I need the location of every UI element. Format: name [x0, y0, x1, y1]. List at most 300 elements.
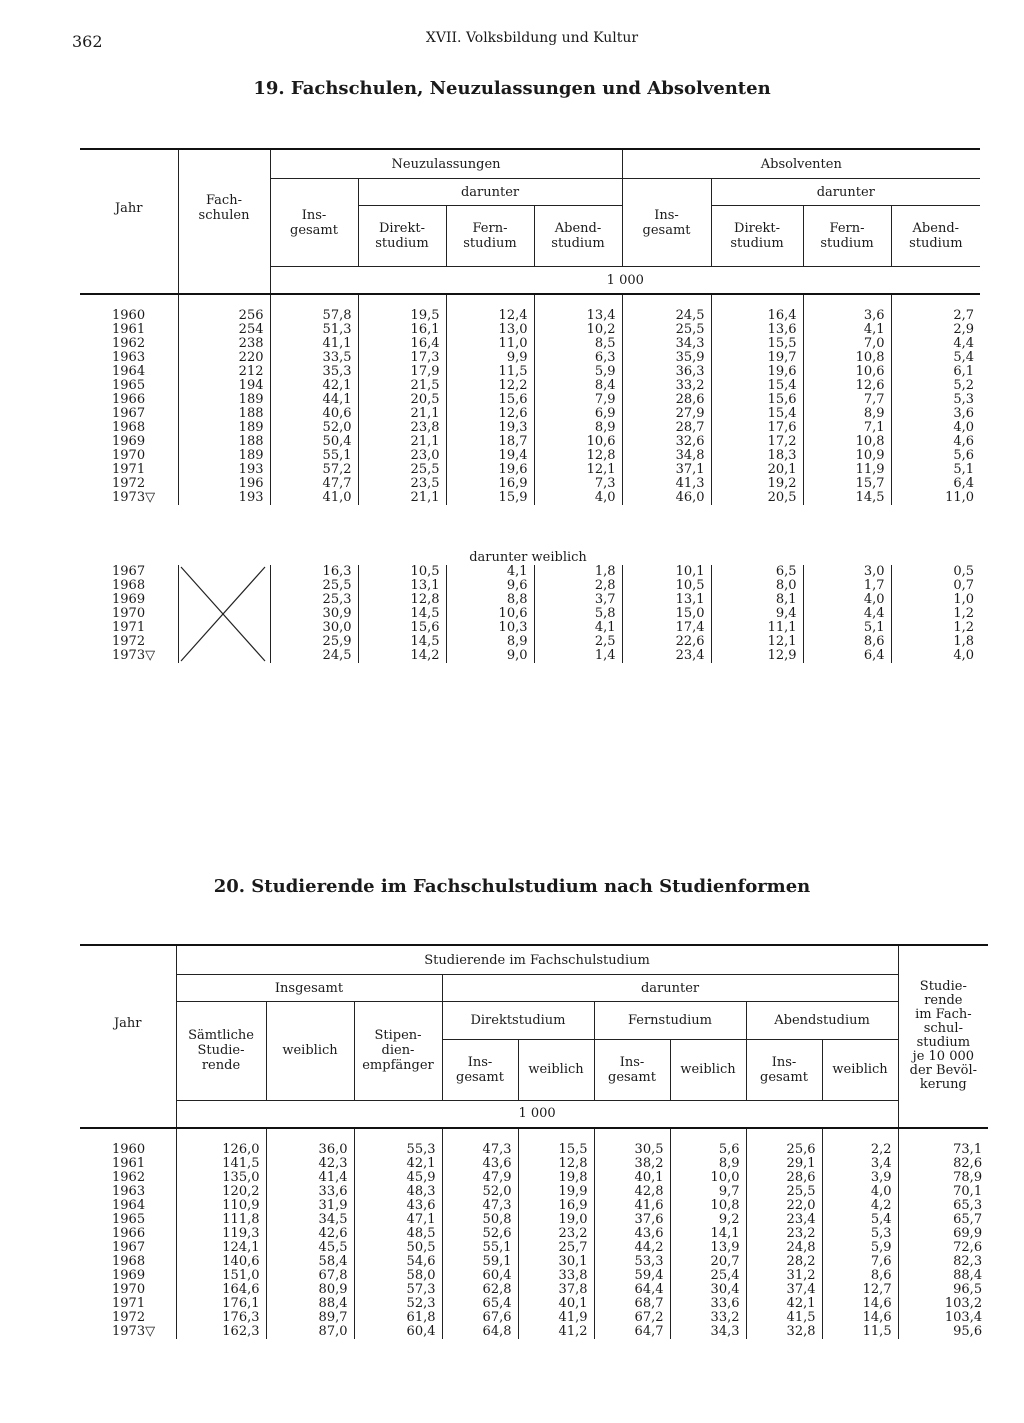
- value-cell: 65,4: [442, 1297, 518, 1311]
- value-cell: 189: [178, 449, 270, 463]
- value-cell: 188: [178, 435, 270, 449]
- table-row: [80, 1199, 988, 1213]
- year-cell: 1962: [112, 336, 146, 351]
- value-cell: 31,2: [746, 1269, 822, 1283]
- table-row: [80, 309, 980, 323]
- group-neuzulassungen: Neuzulassungen: [270, 149, 622, 179]
- value-cell: 19,6: [446, 463, 534, 477]
- value-cell: 4,6: [891, 435, 980, 449]
- value-cell: 15,5: [711, 337, 803, 351]
- value-cell: 50,4: [270, 435, 358, 449]
- value-cell: 78,9: [898, 1171, 988, 1185]
- value-cell: 5,3: [891, 393, 980, 407]
- value-cell: 34,5: [266, 1213, 354, 1227]
- value-cell: 10,3: [446, 621, 534, 635]
- value-cell: 254: [178, 323, 270, 337]
- table-row: [80, 1297, 988, 1311]
- value-cell: 16,9: [446, 477, 534, 491]
- value-cell: 21,1: [358, 407, 446, 421]
- running-head: XVII. Volksbildung und Kultur: [425, 30, 639, 46]
- table-row: [80, 491, 980, 505]
- value-cell: 14,1: [670, 1227, 746, 1241]
- value-cell: 10,8: [803, 435, 891, 449]
- value-cell: 13,9: [670, 1241, 746, 1255]
- value-cell: 6,1: [891, 365, 980, 379]
- value-cell: 25,9: [270, 635, 358, 649]
- col-nz-abend: Abend- studium: [534, 206, 622, 267]
- col-nz-direkt: Direkt- studium: [358, 206, 446, 267]
- value-cell: 28,6: [746, 1171, 822, 1185]
- value-cell: 67,8: [266, 1269, 354, 1283]
- value-cell: 12,1: [534, 463, 622, 477]
- value-cell: 1,2: [891, 607, 980, 621]
- value-cell: 59,4: [594, 1269, 670, 1283]
- value-cell: 5,2: [891, 379, 980, 393]
- value-cell: 1,7: [803, 579, 891, 593]
- col-abend-insgesamt: Ins- gesamt: [746, 1039, 822, 1100]
- table-row: [80, 323, 980, 337]
- value-cell: 12,8: [534, 449, 622, 463]
- value-cell: 17,6: [711, 421, 803, 435]
- value-cell: 12,6: [446, 407, 534, 421]
- value-cell: 21,1: [358, 491, 446, 505]
- value-cell: 52,0: [442, 1185, 518, 1199]
- value-cell: 5,4: [822, 1213, 898, 1227]
- value-cell: 3,9: [822, 1171, 898, 1185]
- value-cell: 33,2: [622, 379, 711, 393]
- cross-icon: [179, 565, 271, 663]
- value-cell: 17,2: [711, 435, 803, 449]
- value-cell: 176,1: [176, 1297, 266, 1311]
- value-cell: 34,3: [622, 337, 711, 351]
- value-cell: 5,6: [670, 1143, 746, 1157]
- value-cell: 62,8: [442, 1283, 518, 1297]
- value-cell: 119,3: [176, 1227, 266, 1241]
- value-cell: 48,3: [354, 1185, 442, 1199]
- value-cell: 33,2: [670, 1311, 746, 1325]
- table-row: [80, 393, 980, 407]
- value-cell: 45,9: [354, 1171, 442, 1185]
- value-cell: 4,2: [822, 1199, 898, 1213]
- value-cell: 55,1: [270, 449, 358, 463]
- value-cell: 10,6: [534, 435, 622, 449]
- value-cell: 9,0: [446, 649, 534, 663]
- section-darunter-weiblich: darunter weiblich: [469, 550, 587, 565]
- value-cell: 42,1: [270, 379, 358, 393]
- value-cell: 37,4: [746, 1283, 822, 1297]
- value-cell: 34,3: [670, 1325, 746, 1339]
- year-cell: 1971: [112, 620, 146, 635]
- value-cell: 11,0: [446, 337, 534, 351]
- value-cell: 1,2: [891, 621, 980, 635]
- value-cell: 30,5: [594, 1143, 670, 1157]
- year-cell: 1970: [112, 448, 146, 463]
- col-stipendien: Stipen- dien- empfänger: [354, 1002, 442, 1101]
- value-cell: 45,5: [266, 1241, 354, 1255]
- value-cell: 220: [178, 351, 270, 365]
- value-cell: 50,8: [442, 1213, 518, 1227]
- value-cell: 17,4: [622, 621, 711, 635]
- value-cell: 4,4: [891, 337, 980, 351]
- table-row: [80, 1311, 988, 1325]
- value-cell: 15,4: [711, 379, 803, 393]
- value-cell: 8,9: [446, 635, 534, 649]
- value-cell: 23,8: [358, 421, 446, 435]
- value-cell: 25,6: [746, 1143, 822, 1157]
- value-cell: 44,1: [270, 393, 358, 407]
- value-cell: 33,8: [518, 1269, 594, 1283]
- table-19: [80, 148, 980, 663]
- value-cell: 41,5: [746, 1311, 822, 1325]
- value-cell: 2,7: [891, 309, 980, 323]
- value-cell: 37,1: [622, 463, 711, 477]
- table-row: [80, 351, 980, 365]
- value-cell: 189: [178, 393, 270, 407]
- value-cell: 20,1: [711, 463, 803, 477]
- value-cell: 103,4: [898, 1311, 988, 1325]
- col-nz-insgesamt: Ins- gesamt: [270, 179, 358, 267]
- value-cell: 4,0: [534, 491, 622, 505]
- value-cell: 30,9: [270, 607, 358, 621]
- value-cell: 12,9: [711, 649, 803, 663]
- value-cell: 7,3: [534, 477, 622, 491]
- value-cell: 19,7: [711, 351, 803, 365]
- group-studierende-fs: Studierende im Fachschulstudium: [176, 945, 898, 975]
- value-cell: 7,7: [803, 393, 891, 407]
- value-cell: 67,2: [594, 1311, 670, 1325]
- value-cell: 4,1: [534, 621, 622, 635]
- year-cell: 1972: [112, 476, 146, 491]
- value-cell: 14,6: [822, 1297, 898, 1311]
- value-cell: 9,6: [446, 579, 534, 593]
- value-cell: 21,1: [358, 435, 446, 449]
- value-cell: 4,0: [891, 421, 980, 435]
- unit-label-20: 1 000: [176, 1100, 898, 1128]
- value-cell: 20,5: [358, 393, 446, 407]
- value-cell: 212: [178, 365, 270, 379]
- value-cell: 25,5: [746, 1185, 822, 1199]
- value-cell: 9,9: [446, 351, 534, 365]
- value-cell: 59,1: [442, 1255, 518, 1269]
- year-cell: 1968: [112, 578, 146, 593]
- value-cell: 28,2: [746, 1255, 822, 1269]
- value-cell: 11,0: [891, 491, 980, 505]
- value-cell: 43,6: [594, 1227, 670, 1241]
- value-cell: 3,6: [803, 309, 891, 323]
- year-cell: 1973▽: [112, 1323, 156, 1339]
- value-cell: 12,8: [518, 1157, 594, 1171]
- value-cell: 70,1: [898, 1185, 988, 1199]
- value-cell: 8,1: [711, 593, 803, 607]
- value-cell: 5,3: [822, 1227, 898, 1241]
- value-cell: 0,5: [891, 565, 980, 579]
- table-row: [80, 449, 980, 463]
- value-cell: 256: [178, 309, 270, 323]
- col-fern-weiblich: weiblich: [670, 1039, 746, 1100]
- value-cell: 15,6: [358, 621, 446, 635]
- value-cell: 52,3: [354, 1297, 442, 1311]
- value-cell: 38,2: [594, 1157, 670, 1171]
- value-cell: 19,8: [518, 1171, 594, 1185]
- value-cell: 46,0: [622, 491, 711, 505]
- year-cell: 1960: [112, 1141, 146, 1157]
- value-cell: 0,7: [891, 579, 980, 593]
- value-cell: 8,6: [822, 1269, 898, 1283]
- value-cell: 51,3: [270, 323, 358, 337]
- value-cell: 89,7: [266, 1311, 354, 1325]
- value-cell: 6,5: [711, 565, 803, 579]
- year-cell: 1970: [112, 606, 146, 621]
- value-cell: 15,6: [446, 393, 534, 407]
- value-cell: 80,9: [266, 1283, 354, 1297]
- group-nz-darunter: darunter: [358, 179, 622, 206]
- value-cell: 11,1: [711, 621, 803, 635]
- value-cell: 18,3: [711, 449, 803, 463]
- value-cell: 13,1: [622, 593, 711, 607]
- value-cell: 7,9: [534, 393, 622, 407]
- value-cell: 8,5: [534, 337, 622, 351]
- value-cell: 110,9: [176, 1199, 266, 1213]
- value-cell: 8,6: [803, 635, 891, 649]
- value-cell: 4,0: [891, 649, 980, 663]
- col-abend-weiblich: weiblich: [822, 1039, 898, 1100]
- group-insgesamt: Insgesamt: [176, 975, 442, 1002]
- value-cell: 19,6: [711, 365, 803, 379]
- value-cell: 12,7: [822, 1283, 898, 1297]
- group-absolventen: Absolventen: [622, 149, 980, 179]
- value-cell: 20,5: [711, 491, 803, 505]
- value-cell: 5,1: [891, 463, 980, 477]
- year-cell: 1967: [112, 564, 146, 579]
- value-cell: 8,9: [803, 407, 891, 421]
- value-cell: 67,6: [442, 1311, 518, 1325]
- year-cell: 1960: [112, 308, 146, 323]
- year-cell: 1967: [112, 406, 146, 421]
- value-cell: 42,8: [594, 1185, 670, 1199]
- value-cell: 47,7: [270, 477, 358, 491]
- value-cell: 13,6: [711, 323, 803, 337]
- table-row: [80, 1185, 988, 1199]
- value-cell: 9,7: [670, 1185, 746, 1199]
- value-cell: 42,1: [354, 1157, 442, 1171]
- table-row: [80, 421, 980, 435]
- value-cell: 47,3: [442, 1199, 518, 1213]
- year-cell: 1964: [112, 1197, 146, 1213]
- col-jahr: Jahr: [114, 200, 143, 216]
- value-cell: 4,0: [822, 1185, 898, 1199]
- value-cell: 25,7: [518, 1241, 594, 1255]
- value-cell: 22,0: [746, 1199, 822, 1213]
- value-cell: 6,4: [891, 477, 980, 491]
- value-cell: 47,3: [442, 1143, 518, 1157]
- value-cell: 25,3: [270, 593, 358, 607]
- value-cell: 58,0: [354, 1269, 442, 1283]
- value-cell: 15,9: [446, 491, 534, 505]
- value-cell: 14,6: [822, 1311, 898, 1325]
- unit-label: 1 000: [270, 267, 980, 295]
- value-cell: 32,6: [622, 435, 711, 449]
- group-abend: Abendstudium: [746, 1002, 898, 1040]
- value-cell: 15,4: [711, 407, 803, 421]
- value-cell: 17,3: [358, 351, 446, 365]
- value-cell: 10,6: [803, 365, 891, 379]
- value-cell: 5,8: [534, 607, 622, 621]
- value-cell: 68,7: [594, 1297, 670, 1311]
- value-cell: 25,5: [270, 579, 358, 593]
- year-cell: 1972: [112, 634, 146, 649]
- value-cell: 69,9: [898, 1227, 988, 1241]
- value-cell: 41,9: [518, 1311, 594, 1325]
- table-row: [80, 1241, 988, 1255]
- value-cell: 57,2: [270, 463, 358, 477]
- value-cell: 2,8: [534, 579, 622, 593]
- col-ab-insgesamt: Ins- gesamt: [622, 179, 711, 267]
- year-cell: 1966: [112, 392, 146, 407]
- col-fachschulen: Fach- schulen: [178, 149, 270, 267]
- group-darunter-20: darunter: [442, 975, 898, 1002]
- table-row: [80, 1283, 988, 1297]
- value-cell: 72,6: [898, 1241, 988, 1255]
- table-row: [80, 337, 980, 351]
- value-cell: 4,4: [803, 607, 891, 621]
- value-cell: 14,2: [358, 649, 446, 663]
- value-cell: 33,5: [270, 351, 358, 365]
- value-cell: 6,3: [534, 351, 622, 365]
- value-cell: 23,0: [358, 449, 446, 463]
- table-row: [80, 463, 980, 477]
- value-cell: 135,0: [176, 1171, 266, 1185]
- value-cell: 188: [178, 407, 270, 421]
- value-cell: 10,5: [622, 579, 711, 593]
- group-direkt: Direktstudium: [442, 1002, 594, 1040]
- value-cell: 1,4: [534, 649, 622, 663]
- value-cell: 30,1: [518, 1255, 594, 1269]
- value-cell: 48,5: [354, 1227, 442, 1241]
- value-cell: 1,0: [891, 593, 980, 607]
- year-cell: 1973▽: [112, 490, 156, 505]
- year-cell: 1969: [112, 434, 146, 449]
- value-cell: 17,9: [358, 365, 446, 379]
- value-cell: 32,8: [746, 1325, 822, 1339]
- value-cell: 19,0: [518, 1213, 594, 1227]
- value-cell: 10,6: [446, 607, 534, 621]
- value-cell: 29,1: [746, 1157, 822, 1171]
- value-cell: 27,9: [622, 407, 711, 421]
- value-cell: 8,4: [534, 379, 622, 393]
- value-cell: 15,0: [622, 607, 711, 621]
- value-cell: 5,9: [534, 365, 622, 379]
- value-cell: 10,1: [622, 565, 711, 579]
- value-cell: 9,2: [670, 1213, 746, 1227]
- value-cell: 73,1: [898, 1143, 988, 1157]
- value-cell: 16,4: [711, 309, 803, 323]
- table-row: [80, 1269, 988, 1283]
- col-jahr-20: Jahr: [113, 1015, 142, 1031]
- col-nz-fern: Fern- studium: [446, 206, 534, 267]
- value-cell: 19,2: [711, 477, 803, 491]
- value-cell: 1,8: [891, 635, 980, 649]
- value-cell: 8,8: [446, 593, 534, 607]
- table-row: [80, 477, 980, 491]
- value-cell: 52,6: [442, 1227, 518, 1241]
- page-number: 362: [72, 32, 103, 51]
- value-cell: 103,2: [898, 1297, 988, 1311]
- value-cell: 50,5: [354, 1241, 442, 1255]
- value-cell: 25,5: [358, 463, 446, 477]
- value-cell: 61,8: [354, 1311, 442, 1325]
- year-cell: 1962: [112, 1169, 146, 1185]
- year-cell: 1963: [112, 350, 146, 365]
- value-cell: 10,8: [803, 351, 891, 365]
- value-cell: 16,4: [358, 337, 446, 351]
- value-cell: 2,9: [891, 323, 980, 337]
- value-cell: 14,5: [358, 607, 446, 621]
- value-cell: 37,8: [518, 1283, 594, 1297]
- col-ab-direkt: Direkt- studium: [711, 206, 803, 267]
- value-cell: 13,1: [358, 579, 446, 593]
- value-cell: 41,3: [622, 477, 711, 491]
- table-row: [80, 1255, 988, 1269]
- value-cell: 20,7: [670, 1255, 746, 1269]
- group-ab-darunter: darunter: [711, 179, 980, 206]
- value-cell: 6,4: [803, 649, 891, 663]
- value-cell: 87,0: [266, 1325, 354, 1339]
- value-cell: 21,5: [358, 379, 446, 393]
- value-cell: 23,5: [358, 477, 446, 491]
- value-cell: 19,9: [518, 1185, 594, 1199]
- value-cell: 42,6: [266, 1227, 354, 1241]
- table-row: [80, 435, 980, 449]
- value-cell: 10,5: [358, 565, 446, 579]
- value-cell: 35,3: [270, 365, 358, 379]
- value-cell: 40,1: [594, 1171, 670, 1185]
- value-cell: 162,3: [176, 1325, 266, 1339]
- col-direkt-insgesamt: Ins- gesamt: [442, 1039, 518, 1100]
- value-cell: 193: [178, 463, 270, 477]
- value-cell: 47,9: [442, 1171, 518, 1185]
- year-cell: 1966: [112, 1225, 146, 1241]
- value-cell: 18,7: [446, 435, 534, 449]
- value-cell: 12,8: [358, 593, 446, 607]
- value-cell: 194: [178, 379, 270, 393]
- value-cell: 14,5: [803, 491, 891, 505]
- table-row: [80, 1213, 988, 1227]
- value-cell: 37,6: [594, 1213, 670, 1227]
- value-cell: 23,4: [622, 649, 711, 663]
- value-cell: 11,9: [803, 463, 891, 477]
- value-cell: 4,0: [803, 593, 891, 607]
- value-cell: 52,0: [270, 421, 358, 435]
- value-cell: 24,5: [622, 309, 711, 323]
- value-cell: 23,4: [746, 1213, 822, 1227]
- value-cell: 8,9: [534, 421, 622, 435]
- value-cell: 42,1: [746, 1297, 822, 1311]
- value-cell: 24,8: [746, 1241, 822, 1255]
- value-cell: 10,8: [670, 1199, 746, 1213]
- col-saemtliche: Sämtliche Studie- rende: [176, 1002, 266, 1101]
- value-cell: 60,4: [442, 1269, 518, 1283]
- year-cell: 1972: [112, 1309, 146, 1325]
- table-row: [80, 379, 980, 393]
- year-cell: 1968: [112, 420, 146, 435]
- value-cell: 12,4: [446, 309, 534, 323]
- col-direkt-weiblich: weiblich: [518, 1039, 594, 1100]
- value-cell: 65,3: [898, 1199, 988, 1213]
- value-cell: 5,9: [822, 1241, 898, 1255]
- value-cell: 164,6: [176, 1283, 266, 1297]
- value-cell: 88,4: [266, 1297, 354, 1311]
- value-cell: 28,7: [622, 421, 711, 435]
